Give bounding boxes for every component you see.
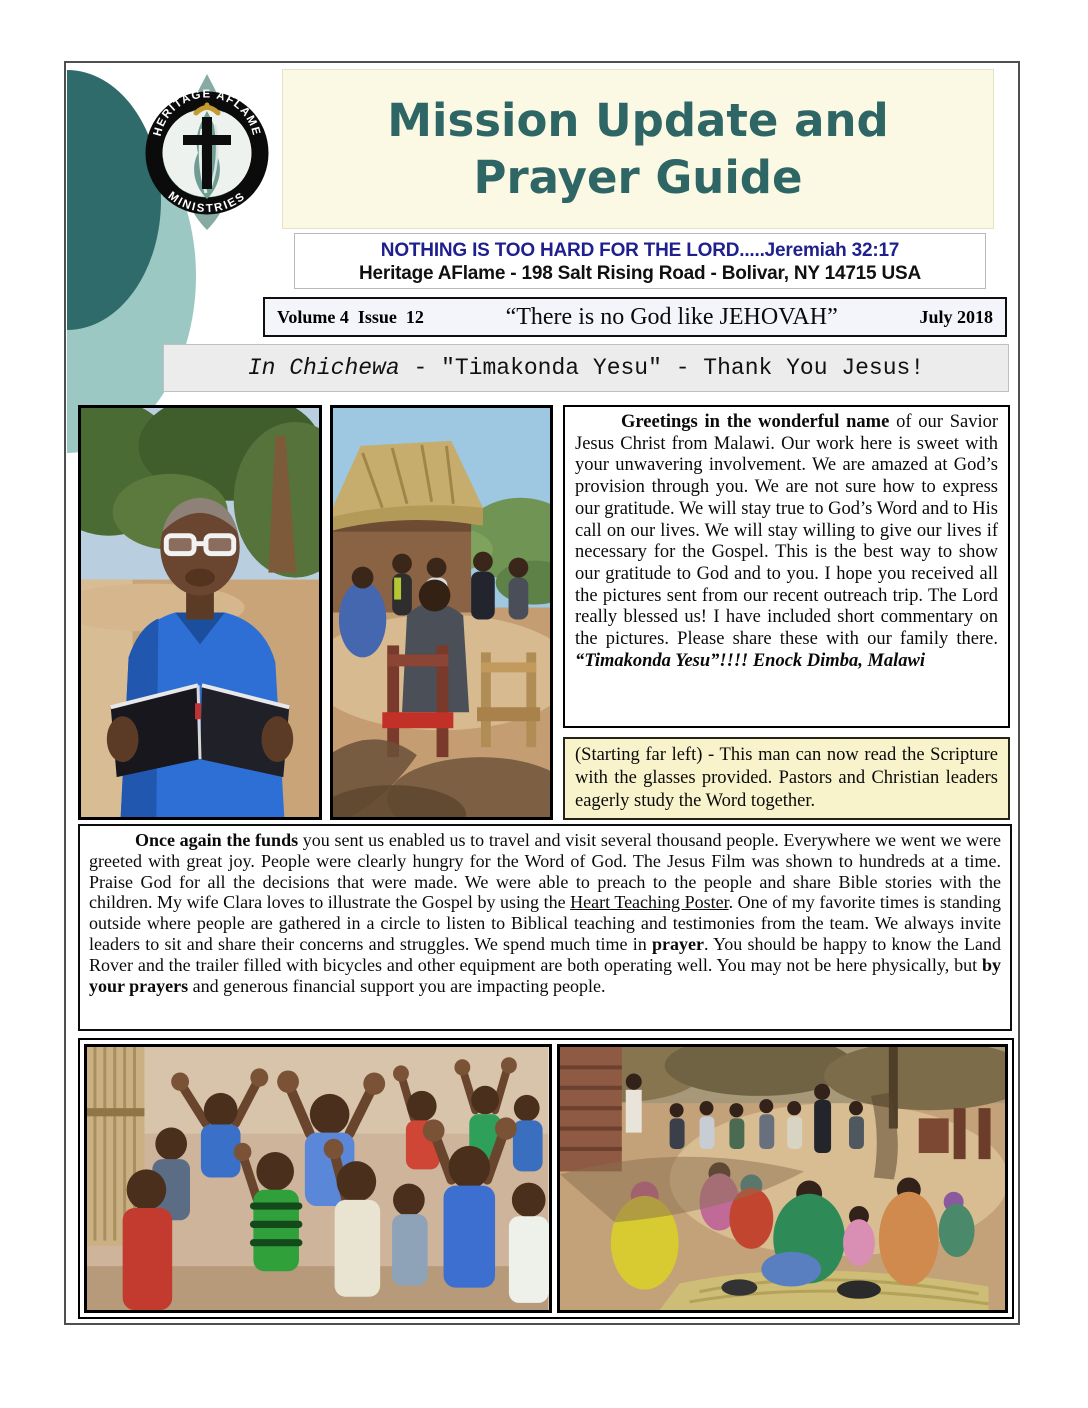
funds-seg1: you sent us enabled us to travel and visit several thousand people. Everywhere we went we were greeted with great joy. People were clearly hungry for the Word of God. The Jesus Film was shown to hundreds at a time. Praise God for all the decisions that were made. We were able to preach to the people and share Bible stories with the children. My wife Clara loves to illustrate the Gospel by using the (89, 830, 1002, 913)
funds-seg4: and generous financial support you are impacting people. (188, 975, 606, 996)
page-border (64, 61, 1020, 1325)
masthead (282, 69, 994, 229)
funds-bold-prayer: prayer (652, 933, 705, 954)
chichewa-banner (163, 344, 1009, 392)
photo-caption-text: (Starting far left) - This man can now read the Scripture with the glasses provided. Pastors and Christian leaders eagerly study the Word together. (575, 745, 998, 811)
photo-caption-box (563, 737, 1010, 820)
issue-bar (263, 297, 1007, 337)
verse-address-box (294, 233, 986, 289)
logo-arc-top-text: HERITAGE AFLAME (151, 88, 263, 138)
photo-village-gathering (557, 1044, 1008, 1313)
village-gathering-illustration (560, 1047, 1005, 1310)
man-reading-illustration (81, 408, 319, 817)
funds-seg2: . One of my favorite times is standing outside where people are gathered in a circle to listen to Biblical teaching and testimonies from the team. We always invite leaders to sit and share their concerns and struggles. We spend much time in (89, 892, 1001, 954)
issue-date: July 2018 (919, 306, 993, 327)
chichewa-lead: In Chichewa (247, 355, 400, 381)
funds-paragraph-text (89, 830, 1001, 996)
greeting-closing: “Timakonda Yesu”!!!! Enock Dimba, Malawi (575, 650, 926, 671)
cross-icon (202, 117, 212, 189)
funds-seg3: . You should be happy to know the Land Rover and the trailer filled with bicycles and other equipment are both operating well. You may not be here physically, but (89, 933, 1001, 975)
issue-quote: “There is no God like JEHOVAH” (505, 303, 838, 330)
photo-outdoor-meeting (330, 405, 553, 820)
funds-underlined: Heart Teaching Poster (570, 892, 729, 913)
children-waving-illustration (87, 1047, 549, 1310)
greeting-lead: Greetings in the wonderful name (621, 412, 890, 432)
funds-bold-prayers: by your prayers (89, 954, 1001, 996)
chichewa-rest: - "Timakonda Yesu" - Thank You Jesus! (399, 355, 925, 381)
ministry-badge-icon (140, 71, 274, 233)
outdoor-meeting-illustration (333, 408, 550, 817)
verse-line: NOTHING IS TOO HARD FOR THE LORD.....Jeremiah 32:17 (380, 240, 900, 261)
address-line: Heritage AFlame - 198 Salt Rising Road - Bolivar, NY 14715 USA (358, 263, 922, 284)
funds-lead: Once again the funds (135, 830, 299, 850)
photo-children-waving (84, 1044, 552, 1313)
greeting-body: of our Savior Jesus Christ from Malawi. Our work here is sweet with your unwavering involvement. We are amazed at God’s provision through you. We are not sure how to express our gratitude. We will stay true to God’s Word and to His call on our lives. We will stay willing to give our lives if necessary for the Gospel. This is the best way to show our gratitude to God and to you. I hope you received all the pictures sent from our recent outreach trip. The Lord really blessed us! I have included short commentary on the pictures. Please share these with our family there. (575, 412, 998, 650)
volume-issue-label: Volume 4 Issue 12 (277, 306, 424, 327)
bottom-photo-strip (78, 1038, 1014, 1319)
greeting-letter-box (563, 405, 1010, 728)
page-title-line1: Mission Update and (387, 94, 889, 147)
page-title-line2: Prayer Guide (473, 151, 803, 204)
heritage-aflame-logo (140, 71, 274, 233)
photo-man-reading (78, 405, 322, 820)
funds-paragraph-box (78, 824, 1012, 1031)
greeting-text (575, 412, 998, 672)
logo-arc-bottom-text: MINISTRIES (165, 189, 249, 216)
